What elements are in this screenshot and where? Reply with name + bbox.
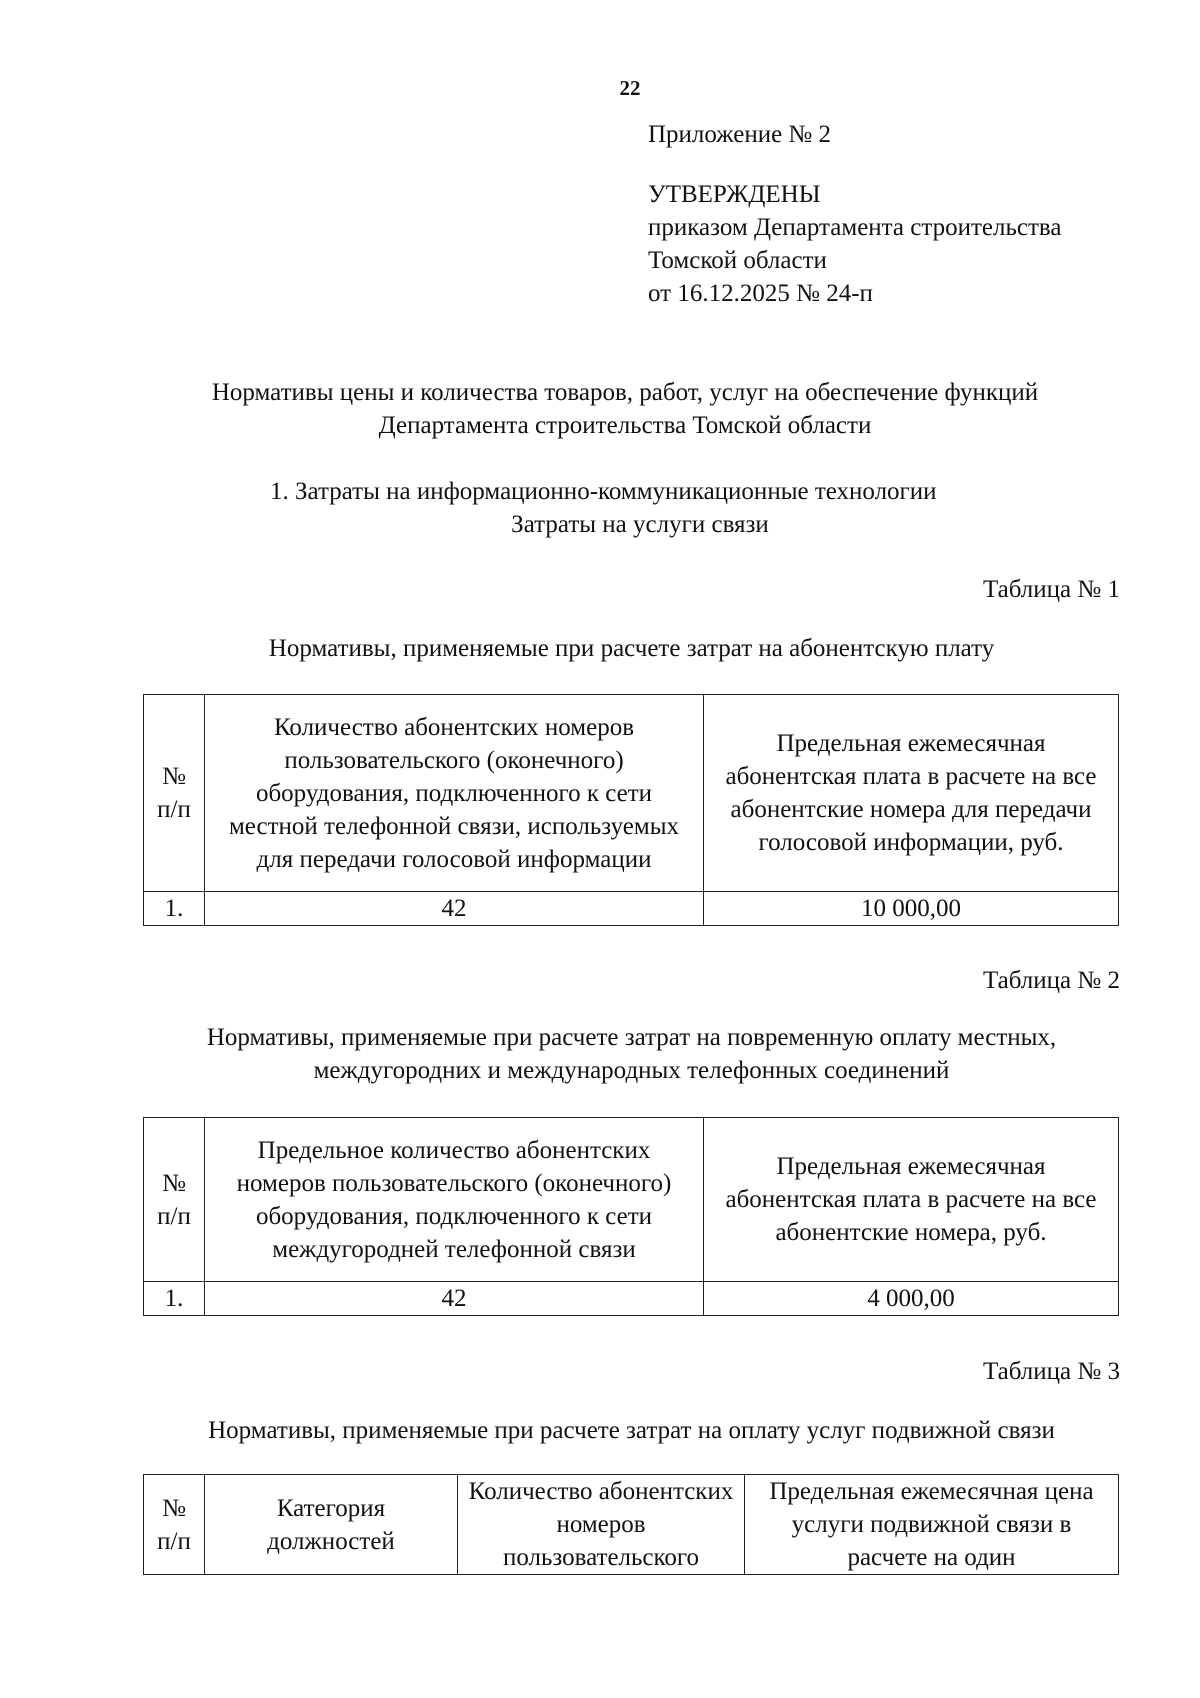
table-row (144, 1282, 1119, 1316)
approval-date-line: от 16.12.2025 № 24-п (648, 280, 873, 307)
appendix-label (648, 118, 831, 151)
table2-header-quantity: Предельное количество абонентских номеров пользовательского (оконечного) оборудования, подключенного к сети междугородней телефонной связи (205, 1118, 704, 1282)
table2-cell-quantity: 42 (205, 1282, 704, 1316)
appendix-text: Приложение № 2 (648, 121, 832, 148)
approval-block (648, 178, 1061, 310)
table1-label: Таблица № 1 (982, 576, 1120, 603)
approval-line-1: приказом Департамента строительства (648, 214, 1062, 241)
table-row (144, 892, 1119, 926)
table3-header-quantity: Количество абонентских номеров пользовательского (458, 1475, 745, 1575)
table1-cell-num: 1. (144, 892, 205, 926)
document-title (140, 376, 1110, 442)
table2-header-price: Предельная ежемесячная абонентская плата в расчете на все абонентские номера, руб. (704, 1118, 1119, 1282)
table2-header-num: № п/п (144, 1118, 205, 1282)
title-line-1: Нормативы цены и количества товаров, работ, услуг на обеспечение функций (211, 379, 1039, 406)
table1-caption: Нормативы, применяемые при расчете затрат на абонентскую плату (268, 635, 995, 662)
table2-caption-line-1: Нормативы, применяемые при расчете затрат на повременную оплату местных, (206, 1024, 1057, 1051)
table1-header-quantity: Количество абонентских номеров пользовательского (оконечного) оборудования, подключенного к сети местной телефонной связи, используемых для передачи голосовой информации (205, 695, 704, 892)
section-line-2: Затраты на услуги связи (511, 511, 769, 538)
table3-header-price: Предельная ежемесячная цена услуги подвижной связи в расчете на один (745, 1475, 1119, 1575)
title-line-2: Департамента строительства Томской области (378, 412, 872, 439)
table2-label: Таблица № 2 (982, 967, 1120, 994)
table2-cell-num: 1. (144, 1282, 205, 1316)
section-line-1: 1. Затраты на информационно-коммуникационные технологии (270, 478, 937, 505)
page-number: 22 (619, 76, 641, 100)
table1-cell-price: 10 000,00 (704, 892, 1119, 926)
table3-header-num: № п/п (144, 1475, 205, 1575)
table2-caption-line-2: междугородних и международных телефонных соединений (313, 1057, 950, 1084)
table2-caption (140, 1021, 1123, 1087)
table2 (143, 1117, 1119, 1316)
approval-heading: УТВЕРЖДЕНЫ (648, 181, 821, 208)
approval-line-2: Томской области (648, 247, 827, 274)
table3 (143, 1474, 1119, 1575)
table2-cell-price: 4 000,00 (704, 1282, 1119, 1316)
table1-cell-quantity: 42 (205, 892, 704, 926)
table2-header-row (144, 1118, 1119, 1282)
table1 (143, 694, 1119, 926)
table3-caption: Нормативы, применяемые при расчете затрат на оплату услуг подвижной связи (208, 1417, 1055, 1444)
table3-label: Таблица № 3 (982, 1358, 1120, 1385)
table1-header-num: № п/п (144, 695, 205, 892)
table3-header-row (144, 1475, 1119, 1575)
section-heading (270, 475, 1070, 541)
table1-header-row (144, 695, 1119, 892)
table1-header-price: Предельная ежемесячная абонентская плата в расчете на все абонентские номера для передачи голосовой информации, руб. (704, 695, 1119, 892)
table3-header-category: Категория должностей (205, 1475, 458, 1575)
table3-clip (140, 1474, 1130, 1578)
